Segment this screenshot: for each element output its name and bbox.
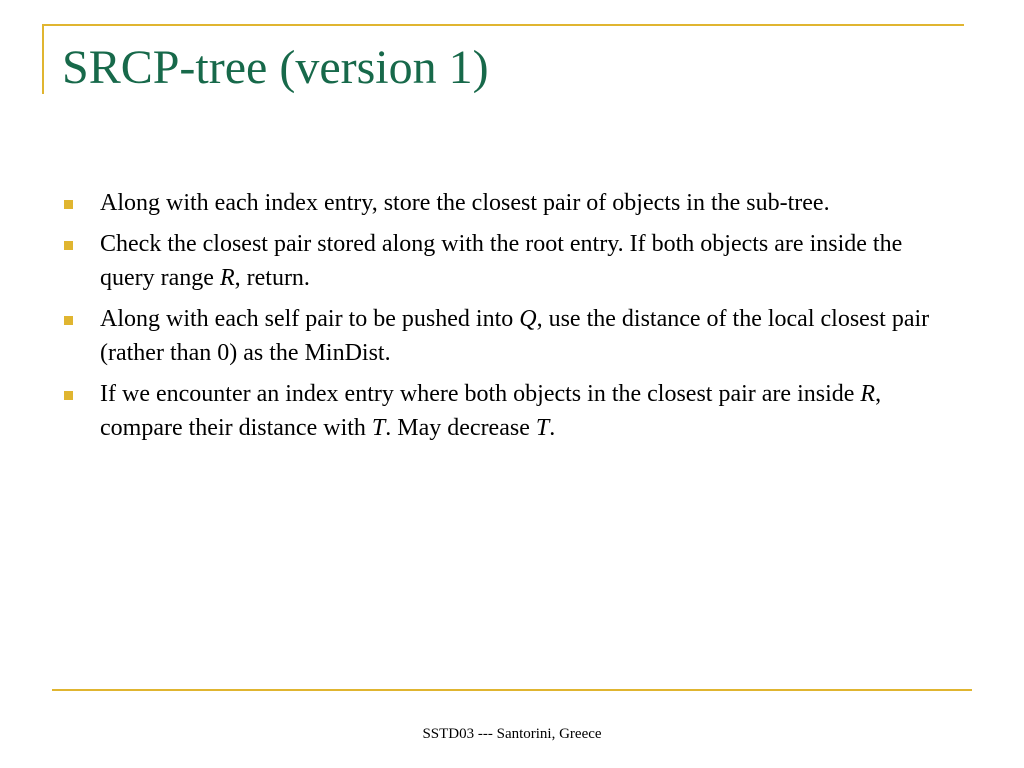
italic-variable: Q (519, 306, 537, 332)
bullet-text: Along with each self pair to be pushed into Q, use the distance of the local closest pair (rather than 0) as the MinDist. (100, 306, 930, 366)
italic-variable: R (219, 265, 235, 291)
bullet-item (62, 186, 962, 220)
bullet-text: Check the closest pair stored along with the root entry. If both objects are inside the query range R, return. (100, 231, 903, 291)
title-frame-left-rule (42, 24, 44, 94)
slide-title: SRCP-tree (version 1) (62, 41, 489, 94)
slide-footer: SSTD03 --- Santorini, Greece (422, 726, 602, 742)
bullet-item (62, 302, 962, 370)
bullet-item (62, 227, 962, 295)
italic-variable: R (860, 381, 876, 407)
square-bullet-icon (64, 391, 73, 400)
italic-variable: T (535, 415, 550, 441)
bullet-text: Along with each index entry, store the closest pair of objects in the sub-tree. (100, 190, 830, 216)
footer-rule (52, 689, 972, 691)
title-frame-top-rule (42, 24, 964, 26)
bullet-text: If we encounter an index entry where both objects in the closest pair are inside R, compare their distance with T. May decrease T. (100, 381, 882, 441)
square-bullet-icon (64, 200, 73, 209)
bullet-item (62, 377, 962, 445)
square-bullet-icon (64, 316, 73, 325)
italic-variable: T (371, 415, 386, 441)
bullet-list (62, 186, 962, 452)
square-bullet-icon (64, 241, 73, 250)
